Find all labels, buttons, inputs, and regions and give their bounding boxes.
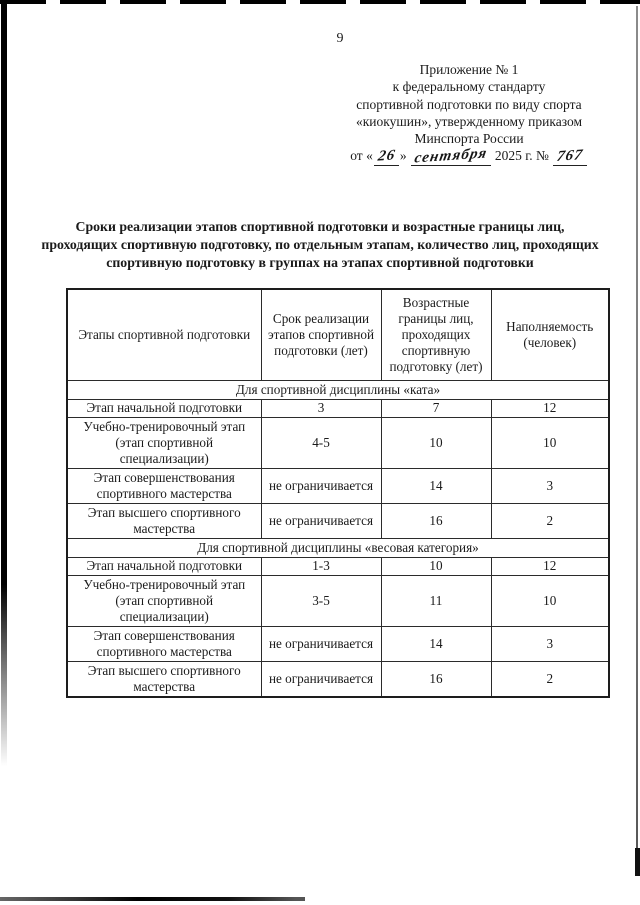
cell-stage: Этап высшего спортивного мастерства: [67, 661, 261, 697]
appendix-line: Приложение № 1: [419, 62, 519, 77]
cell-age: 14: [381, 626, 491, 661]
cell-age: 10: [381, 417, 491, 468]
cell-stage: Этап начальной подготовки: [67, 557, 261, 575]
table-row: [67, 661, 609, 697]
section-header-row: [67, 380, 609, 399]
cell-duration: 3: [261, 399, 381, 417]
cell-stage: Этап начальной подготовки: [67, 399, 261, 417]
cell-capacity: 2: [491, 661, 609, 697]
cell-duration: не ограничивается: [261, 468, 381, 503]
cell-age: 16: [381, 503, 491, 538]
cell-stage: Этап совершенствования спортивного мастерства: [67, 626, 261, 661]
table-row: [67, 575, 609, 626]
section-title-kata: Для спортивной дисциплины «ката»: [67, 380, 609, 399]
cell-age: 7: [381, 399, 491, 417]
scan-edge-left: [1, 0, 7, 790]
cell-capacity: 12: [491, 557, 609, 575]
table-row: [67, 626, 609, 661]
cell-capacity: 2: [491, 503, 609, 538]
scan-edge-right-tick: [635, 848, 640, 876]
date-day-blank: [374, 149, 399, 166]
cell-age: 10: [381, 557, 491, 575]
header-duration: Срок реализации этапов спортивной подготовки (лет): [261, 289, 381, 381]
table-row: [67, 399, 609, 417]
cell-stage: Учебно-тренировочный этап (этап спортивной специализации): [67, 417, 261, 468]
cell-capacity: 10: [491, 575, 609, 626]
handwritten-month: сентября: [413, 145, 489, 167]
table-row: [67, 468, 609, 503]
cell-duration: 3-5: [261, 575, 381, 626]
date-infix: »: [399, 148, 407, 164]
appendix-line: Минспорта России: [414, 131, 524, 147]
training-stages-table: [66, 288, 610, 698]
table-header-row: [67, 289, 609, 381]
appendix-line: к федеральному стандарту: [392, 79, 546, 95]
scan-edge-bottom: [0, 897, 305, 901]
date-month-blank: [411, 145, 491, 167]
cell-duration: 4-5: [261, 417, 381, 468]
approval-date-line: [323, 147, 615, 166]
section-header-row: [67, 538, 609, 557]
cell-capacity: 3: [491, 626, 609, 661]
cell-age: 14: [381, 468, 491, 503]
date-suffix: 2025 г. №: [494, 148, 549, 164]
cell-stage: Учебно-тренировочный этап (этап спортивной специализации): [67, 575, 261, 626]
table-row: [67, 503, 609, 538]
handwritten-order-number: 767: [555, 147, 585, 166]
cell-age: 11: [381, 575, 491, 626]
appendix-line: спортивной подготовки по виду спорта: [356, 96, 582, 112]
cell-stage: Этап совершенствования спортивного мастерства: [67, 468, 261, 503]
header-age-limits: Возрастные границы лиц, проходящих спортивную подготовку (лет): [381, 289, 491, 381]
cell-capacity: 12: [491, 399, 609, 417]
cell-capacity: 3: [491, 468, 609, 503]
section-title-weight-category: Для спортивной дисциплины «весовая категория»: [67, 538, 609, 557]
date-prefix: от «: [350, 148, 373, 164]
handwritten-day: 26: [376, 147, 397, 165]
cell-duration: не ограничивается: [261, 503, 381, 538]
cell-duration: 1-3: [261, 557, 381, 575]
document-title: Сроки реализации этапов спортивной подготовки и возрастные границы лиц, проходящих спортивную подготовку, по отдельным этапам, количество лиц, проходящих спортивную подготовку в группах на этапах спортивной подготовки: [41, 219, 599, 270]
appendix-line: «киокушин», утвержденному приказом: [355, 113, 583, 129]
cell-duration: не ограничивается: [261, 626, 381, 661]
cell-stage: Этап высшего спортивного мастерства: [67, 503, 261, 538]
scan-edge-right: [636, 6, 638, 871]
page-number: 9: [336, 31, 344, 46]
cell-duration: не ограничивается: [261, 661, 381, 697]
cell-capacity: 10: [491, 417, 609, 468]
header-capacity: Наполняемость (человек): [491, 289, 609, 381]
order-number-blank: [553, 149, 587, 166]
table-row: [67, 557, 609, 575]
appendix-block: [323, 61, 615, 166]
cell-age: 16: [381, 661, 491, 697]
header-stages: Этапы спортивной подготовки: [67, 289, 261, 381]
table-row: [67, 417, 609, 468]
